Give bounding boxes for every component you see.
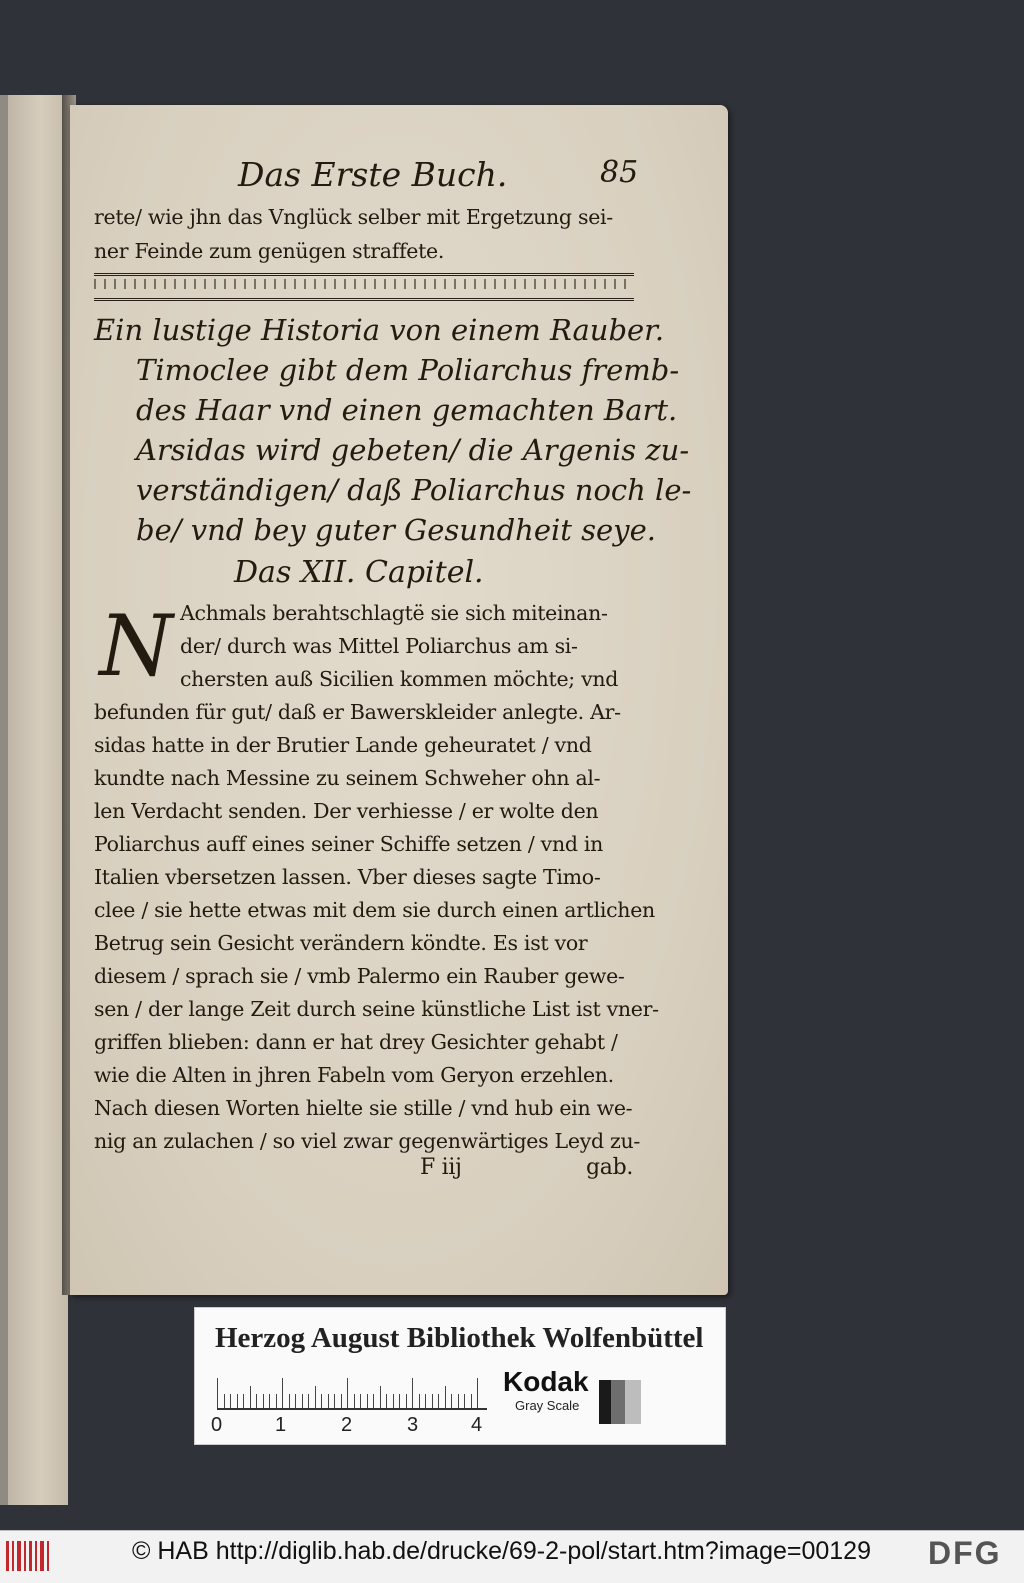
gray-swatch-light xyxy=(625,1380,641,1424)
ruler-tick xyxy=(386,1394,387,1408)
ruler-tick xyxy=(302,1394,303,1408)
ruler-tick xyxy=(451,1394,452,1408)
gray-swatch-mid xyxy=(611,1380,625,1424)
text-line: sen / der lange Zeit durch seine künstliche List ist vner- xyxy=(94,997,659,1021)
measurement-ruler xyxy=(217,1376,487,1410)
summary-line: Ein lustige Historia von einem Rauber. xyxy=(94,313,665,347)
signature-mark: F iij xyxy=(420,1155,462,1180)
ruler-number: 0 xyxy=(211,1414,223,1436)
ruler-tick xyxy=(438,1394,439,1408)
text-line: befunden für gut/ daß er Bawerskleider anlegte. Ar- xyxy=(94,700,621,724)
ruler-tick xyxy=(256,1394,257,1408)
catchword: gab. xyxy=(586,1155,634,1180)
text-line: diesem / sprach sie / vmb Palermo ein Rauber gewe- xyxy=(94,964,625,988)
ruler-tick xyxy=(380,1386,381,1408)
ruler-tick xyxy=(217,1378,218,1408)
text-line: Betrug sein Gesicht verändern köndte. Es ist vor xyxy=(94,931,588,955)
ruler-tick xyxy=(276,1394,277,1408)
text-line: Nach diesen Worten hielte sie stille / vnd hub ein we- xyxy=(94,1096,633,1120)
kodak-logo: Kodak xyxy=(503,1366,589,1397)
text-line: Italien vbersetzen lassen. Vber dieses sagte Timo- xyxy=(94,865,601,889)
source-link[interactable]: © HAB http://diglib.hab.de/drucke/69-2-pol/start.htm?image=00129 xyxy=(132,1537,871,1565)
ruler-tick xyxy=(243,1394,244,1408)
text-line: nig an zulachen / so viel zwar gegenwärtiges Leyd zu- xyxy=(94,1129,641,1153)
text-line: der/ durch was Mittel Poliarchus am si- xyxy=(180,634,578,658)
ruler-tick xyxy=(230,1394,231,1408)
ruler-tick xyxy=(477,1378,478,1408)
ruler-tick xyxy=(295,1394,296,1408)
summary-line: be/ vnd bey guter Gesundheit seye. xyxy=(136,513,656,547)
page-fold-shadow xyxy=(0,95,8,1505)
gray-swatch-black xyxy=(599,1380,611,1424)
ruler-tick xyxy=(464,1394,465,1408)
ruler-tick xyxy=(445,1386,446,1408)
summary-line: des Haar vnd einen gemachten Bart. xyxy=(136,393,678,427)
ruler-tick xyxy=(432,1394,433,1408)
ruler-tick xyxy=(367,1394,368,1408)
ruler-tick xyxy=(393,1394,394,1408)
text-line: kundte nach Messine zu seinem Schweher ohn al- xyxy=(94,766,601,790)
running-head: Das Erste Buch. xyxy=(238,155,508,194)
ruler-tick xyxy=(341,1394,342,1408)
book-page xyxy=(70,105,728,1295)
text-line: wie die Alten in jhren Fabeln vom Geryon erzehlen. xyxy=(94,1063,614,1087)
ruler-number: 4 xyxy=(471,1414,483,1436)
text-line: Achmals berahtschlagtë sie sich miteinan- xyxy=(180,601,608,625)
text-line: rete/ wie jhn das Vnglück selber mit Ergetzung sei- xyxy=(94,205,613,229)
ornamental-rule-pattern xyxy=(94,279,634,289)
ruler-tick xyxy=(237,1394,238,1408)
text-line: griffen blieben: dann er hat drey Gesichter gehabt / xyxy=(94,1030,618,1054)
text-line: Poliarchus auff eines seiner Schiffe setzen / vnd in xyxy=(94,832,604,856)
ruler-tick xyxy=(354,1394,355,1408)
ruler-tick xyxy=(250,1386,251,1408)
ruler-tick xyxy=(328,1394,329,1408)
ruler-tick xyxy=(399,1394,400,1408)
text-line: len Verdacht senden. Der verhiesse / er wolte den xyxy=(94,799,599,823)
footer-bar xyxy=(0,1530,1024,1583)
text-line: ner Feinde zum genügen straffete. xyxy=(94,239,445,263)
chapter-heading: Das XII. Capitel. xyxy=(234,555,484,590)
ruler-tick xyxy=(471,1394,472,1408)
ruler-tick xyxy=(263,1394,264,1408)
ruler-tick xyxy=(360,1394,361,1408)
ruler-tick xyxy=(406,1394,407,1408)
hab-barcode-icon xyxy=(6,1541,50,1571)
page-number: 85 xyxy=(600,155,639,190)
summary-line: verständigen/ daß Poliarchus noch le- xyxy=(136,473,692,507)
ruler-tick xyxy=(425,1394,426,1408)
decorated-initial: N xyxy=(99,597,173,695)
facing-page-edge xyxy=(0,95,68,1505)
ruler-tick xyxy=(412,1378,413,1408)
text-line: clee / sie hette etwas mit dem sie durch einen artlichen xyxy=(94,898,655,922)
text-line: sidas hatte in der Brutier Lande geheuratet / vnd xyxy=(94,733,592,757)
ruler-number: 1 xyxy=(275,1414,287,1436)
ruler-tick xyxy=(315,1386,316,1408)
gray-scale-caption: Gray Scale xyxy=(515,1398,580,1413)
ruler-tick xyxy=(308,1394,309,1408)
ruler-tick xyxy=(458,1394,459,1408)
ruler-number: 3 xyxy=(407,1414,419,1436)
ruler-tick xyxy=(321,1394,322,1408)
ruler-tick xyxy=(282,1378,283,1408)
ruler-tick xyxy=(347,1378,348,1408)
ruler-tick xyxy=(289,1394,290,1408)
ruler-tick xyxy=(334,1394,335,1408)
ruler-number: 2 xyxy=(341,1414,353,1436)
library-color-card xyxy=(194,1307,726,1445)
summary-line: Arsidas wird gebeten/ die Argenis zu- xyxy=(136,433,690,467)
ruler-tick xyxy=(269,1394,270,1408)
dfg-logo: DFG xyxy=(928,1535,1002,1571)
library-name: Herzog August Bibliothek Wolfenbüttel xyxy=(215,1322,704,1354)
ruler-tick xyxy=(419,1394,420,1408)
ruler-tick xyxy=(373,1394,374,1408)
summary-line: Timoclee gibt dem Poliarchus fremb- xyxy=(136,353,680,387)
text-line: chersten auß Sicilien kommen möchte; vnd xyxy=(180,667,619,691)
ruler-tick xyxy=(224,1394,225,1408)
